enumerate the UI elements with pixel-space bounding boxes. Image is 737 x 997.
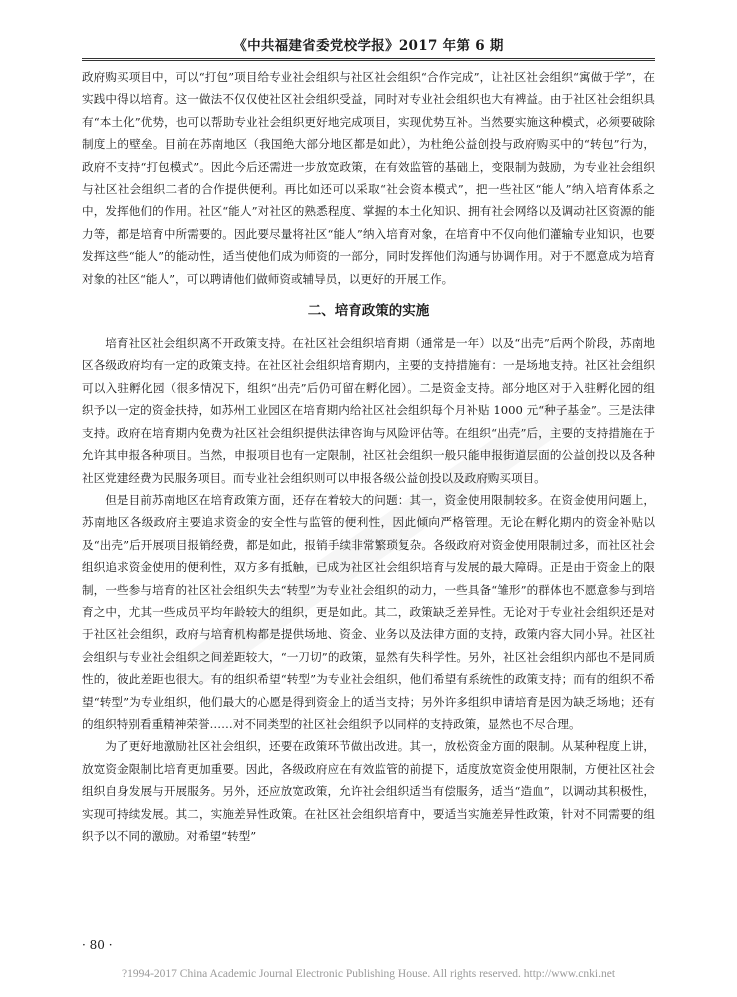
header-rule	[82, 58, 655, 61]
body-text	[82, 66, 655, 847]
section-title: 二、培育政策的实施	[307, 303, 430, 320]
page-number: · 80 ·	[82, 938, 113, 952]
paragraph-4: 为了更好地激励社区社会组织，还要在政策环节做出改进。其一，放松资金方面的限制。从某种程度上讲，放宽资金限制比培育更加重要。因此，各级政府应在有效监管的前提下，适度放宽资金使用限制，方便社区社会组织自身发展与开展服务。另外，还应放宽政策，允许社会组织适当有偿服务，适当“造血”，以调动其积极性，实现可持续发展。其二，实施差异性政策。在社区社会组织培育中，要适当实施差异性政策，针对不同需要的组织予以不同的激励。对希望“转型”	[82, 739, 655, 843]
journal-running-header: 《中共福建省委党校学报》2017 年第 6 期	[233, 38, 504, 54]
copyright-footer: ?1994-2017 China Academic Journal Electronic Publishing House. All rights reserved. http://www.cnki.net	[121, 968, 616, 980]
paragraph-1: 政府购买项目中，可以“打包”项目给专业社会组织与社区社会组织“合作完成”，让社区社会组织“寓做于学”，在实践中得以培育。这一做法不仅仅使社区社会组织受益，同时对专业社会组织也大有裨益。由于社区社会组织具有“本土化”优势，也可以帮助专业社会组织更好地完成项目，实现优势互补。当然要实施这种模式，必须要破除制度上的壁垒。目前在苏南地区（我国绝大部分地区都是如此），为杜绝公益创投与政府购买中的“转包”行为，政府不支持“打包模式”。因此今后还需进一步放宽政策，在有效监管的基础上，变限制为鼓励，为专业社会组织与社区社会组织二者的合作提供便利。再比如还可以采取“社会资本模式”，把一些社区“能人”纳入培育体系之中，发挥他们的作用。社区“能人”对社区的熟悉程度、掌握的本土化知识、拥有社会网络以及调动社区资源的能力等，都是培育中所需要的。因此要尽量将社区“能人”纳入培育对象，在培育中不仅向他们灌输专业知识，也要发挥这些“能人”的能动性，适当使他们成为师资的一部分，同时发挥他们沟通与协调作用。对于不愿意成为培育对象的社区“能人”，可以聘请他们做师资或辅导员，以更好的开展工作。	[82, 70, 655, 286]
paragraph-3: 但是目前苏南地区在培育政策方面，还存在着较大的问题：其一，资金使用限制较多。在资金使用问题上，苏南地区各级政府主要追求资金的安全性与监管的便利性，因此倾向严格管理。无论在孵化期内的资金补贴以及“出壳”后开展项目报销经费，都是如此，报销手续非常繁琐复杂。各级政府对资金使用限制过多，而社区社会组织追求资金使用的便利性，双方多有抵触，已成为社区社会组织培育与发展的最大障碍。正是由于资金上的限制，一些参与培育的社区社会组织失去“转型”为专业社会组织的动力，一些具备“雏形”的群体也不愿意参与到培育之中，尤其一些成员平均年龄较大的组织，更是如此。其二，政策缺乏差异性。无论对于专业社会组织还是对于社区社会组织，政府与培育机构都是提供场地、资金、业务以及法律方面的支持，政策内容大同小异。社区社会组织与专业社会组织之间差距较大，“一刀切”的政策，显然有失科学性。另外，社区社会组织内部也不是同质性的，彼此差距也很大。有的组织希望“转型”为专业社会组织，他们希望有系统性的政策支持；而有的组织不希望“转型”为专业组织，他们最大的心愿是得到资金上的适当支持；另外许多组织申请培育是因为缺乏场地；还有的组织特别看重精神荣誉……对不同类型的社区社会组织予以同样的支持政策，显然也不尽合理。	[82, 492, 655, 731]
paragraph-2: 培育社区社会组织离不开政策支持。在社区社会组织培育期（通常是一年）以及“出壳”后两个阶段，苏南地区各级政府均有一定的政策支持。在社区社会组织培育期内，主要的支持措施有：一是场地支持。社区社会组织可以入驻孵化园（很多情况下，组织“出壳”后仍可留在孵化园）。二是资金支持。部分地区对于入驻孵化园的组织予以一定的资金扶持，如苏州工业园区在培育期内给社区社会组织每个月补贴 1000 元“种子基金”。三是法律支持。政府在培育期内免费为社区社会组织提供法律咨询与风险评估等。在组织“出壳”后，主要的支持措施在于允许其申报各种项目。当然，申报项目也有一定限制，社区社会组织一般只能申报街道层面的公益创投以及各种社区党建经费为民服务项目。而专业社会组织则可以申报各级公益创投以及政府购买项目。	[82, 336, 655, 485]
